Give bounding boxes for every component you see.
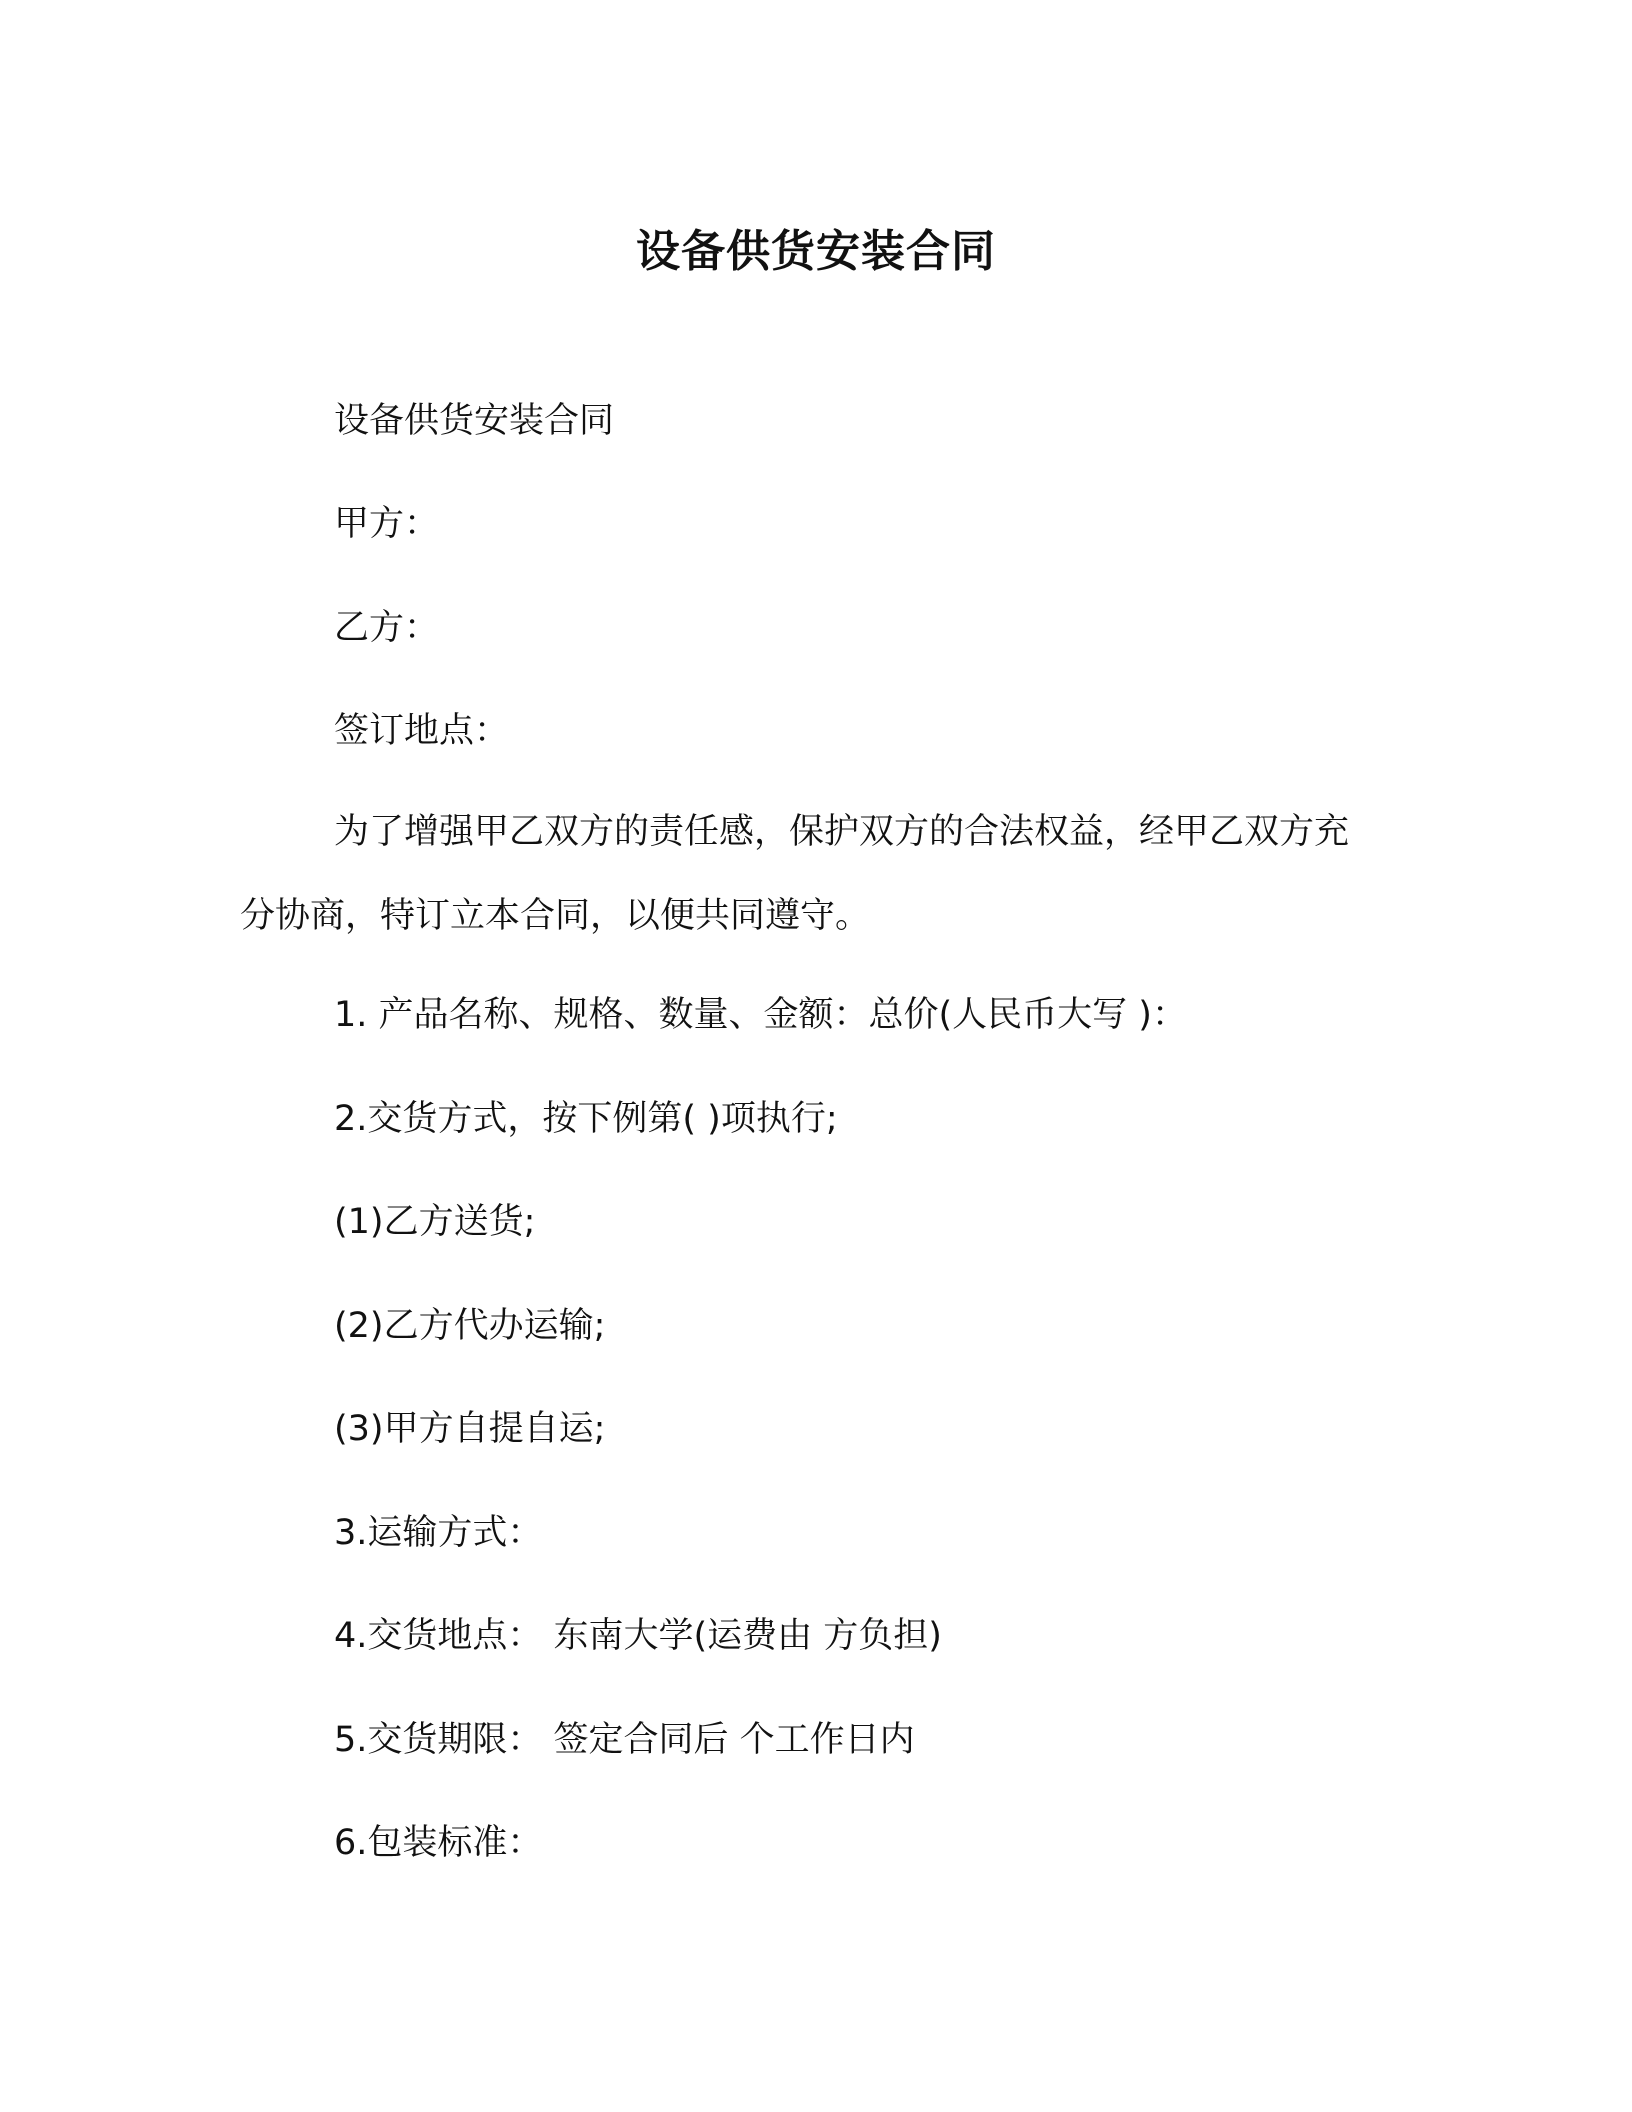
clause-1: 1. 产品名称、规格、数量、金额：总价(人民币大写 )：	[334, 995, 1187, 1035]
clause-4: 4.交货地点： 东南大学(运费由 方负担)	[334, 1616, 942, 1656]
clause-2-option-1: (1)乙方送货;	[334, 1202, 536, 1242]
preamble-paragraph: 为了增强甲乙双方的责任感，保护双方的合法权益，经甲乙双方充分协商，特订立本合同，以便共同遵守。	[240, 812, 1350, 936]
clause-2-option-3: (3)甲方自提自运;	[334, 1409, 606, 1449]
clause-2-option-2: (2)乙方代办运输;	[334, 1306, 606, 1346]
document-title: 设备供货安装合同	[636, 226, 996, 277]
contract-subtitle: 设备供货安装合同	[334, 401, 615, 441]
clause-6: 6.包装标准：	[334, 1823, 543, 1863]
party-a-line: 甲方：	[334, 504, 440, 544]
sign-place-line: 签订地点：	[334, 711, 510, 751]
party-b-line: 乙方：	[334, 608, 440, 648]
clause-2: 2.交货方式，按下例第( )项执行;	[334, 1099, 838, 1139]
clause-3: 3.运输方式：	[334, 1513, 543, 1553]
clause-5: 5.交货期限： 签定合同后 个工作日内	[334, 1720, 915, 1760]
